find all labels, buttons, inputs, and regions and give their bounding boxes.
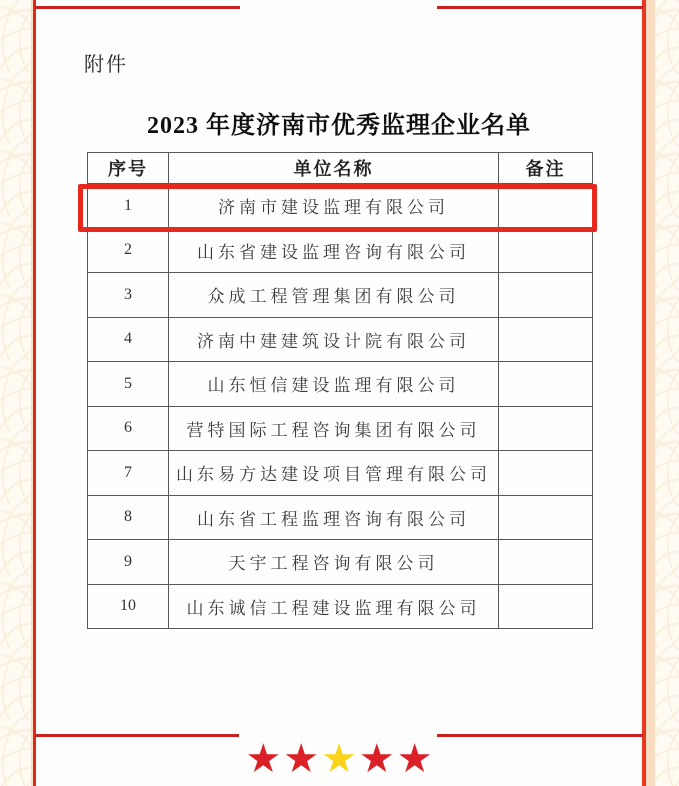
cell-note <box>499 362 593 407</box>
cell-note <box>499 228 593 273</box>
cell-no: 10 <box>88 584 169 629</box>
table-row <box>88 495 593 540</box>
table-row <box>88 273 593 318</box>
cell-name: 山东省建设监理咨询有限公司 <box>169 228 499 273</box>
star-icon: ★ <box>321 736 357 782</box>
table-row <box>88 540 593 585</box>
cell-note <box>499 317 593 362</box>
cell-no: 1 <box>88 184 169 229</box>
table-row <box>88 584 593 629</box>
table-row <box>88 362 593 407</box>
table-row <box>88 406 593 451</box>
cell-name: 山东省工程监理咨询有限公司 <box>169 495 499 540</box>
cell-note <box>499 406 593 451</box>
star-icon: ★ <box>245 736 282 782</box>
cell-name: 山东恒信建设监理有限公司 <box>169 362 499 407</box>
header-cell-name: 单位名称 <box>169 153 499 184</box>
top-border-left-segment <box>35 6 240 9</box>
cell-name: 济南中建建筑设计院有限公司 <box>169 317 499 362</box>
cell-no: 4 <box>88 317 169 362</box>
cell-name: 众成工程管理集团有限公司 <box>169 273 499 318</box>
bottom-border-right-segment <box>437 734 643 737</box>
cell-note <box>499 540 593 585</box>
star-icon: ★ <box>396 736 433 782</box>
table-header-row <box>88 153 593 184</box>
cell-note <box>499 273 593 318</box>
table-row <box>88 451 593 496</box>
cell-name: 天宇工程咨询有限公司 <box>169 540 499 585</box>
cell-name: 营特国际工程咨询集团有限公司 <box>169 406 499 451</box>
cell-no: 8 <box>88 495 169 540</box>
cell-no: 5 <box>88 362 169 407</box>
top-border-right-segment <box>437 6 643 9</box>
bottom-border-left-segment <box>35 734 239 737</box>
page-title: 2023 年度济南市优秀监理企业名单 <box>147 113 531 139</box>
table-row <box>88 317 593 362</box>
cell-note <box>499 451 593 496</box>
cell-no: 6 <box>88 406 169 451</box>
cell-no: 9 <box>88 540 169 585</box>
header-cell-no: 序号 <box>88 153 169 184</box>
header-cell-note: 备注 <box>499 153 593 184</box>
cell-name: 山东易方达建设项目管理有限公司 <box>169 451 499 496</box>
cell-name: 济南市建设监理有限公司 <box>169 184 499 229</box>
right-edge-strip <box>646 0 655 786</box>
cell-note <box>499 495 593 540</box>
star-rating-divider <box>35 736 643 786</box>
cell-no: 7 <box>88 451 169 496</box>
cell-no: 3 <box>88 273 169 318</box>
cell-name: 山东诚信工程建设监理有限公司 <box>169 584 499 629</box>
row-highlight-box <box>78 184 597 232</box>
star-icon: ★ <box>358 736 395 782</box>
attachment-label: 附件 <box>84 54 128 76</box>
cell-note <box>499 584 593 629</box>
star-icon: ★ <box>283 736 320 782</box>
table-row <box>88 228 593 273</box>
cell-no: 2 <box>88 228 169 273</box>
